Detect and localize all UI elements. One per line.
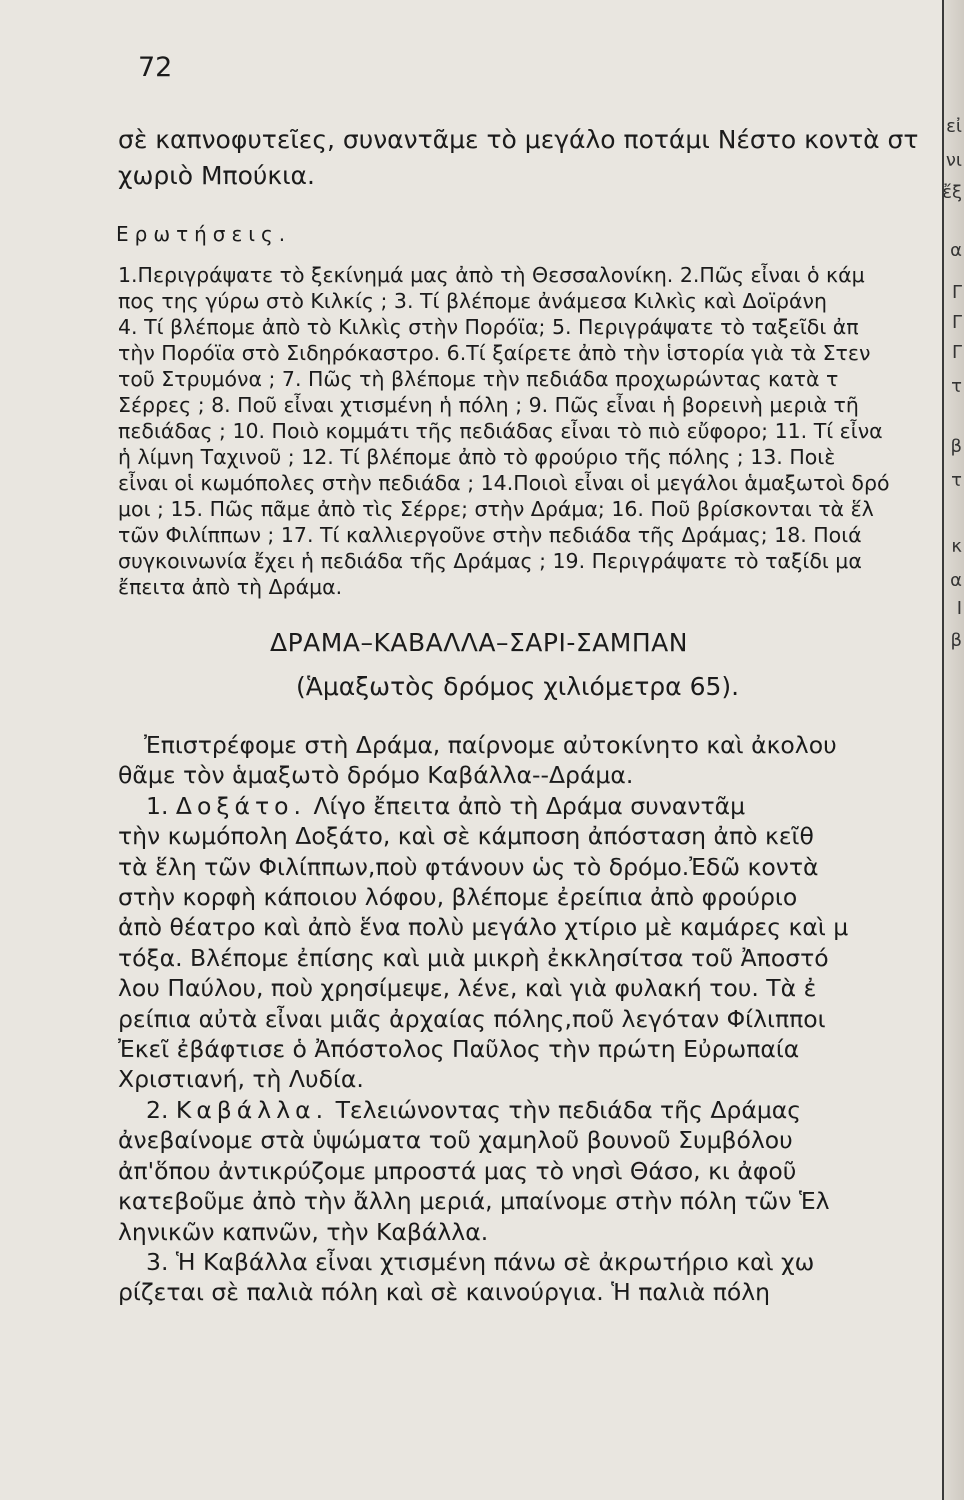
- item-text: Τελειώνοντας τὴν πεδιάδα τῆς Δράμας: [335, 1095, 802, 1124]
- text-line: σὲ καπνοφυτεῖες, συναντᾶμε τὸ μεγάλο ποτάμι Νέστο κοντὰ στ: [118, 125, 919, 154]
- questions-block: [118, 262, 948, 600]
- text-line: [118, 1095, 948, 1125]
- text-line: ἀνεβαίνομε στὰ ὑψώματα τοῦ χαμηλοῦ βουνοῦ Συμβόλου: [118, 1126, 793, 1155]
- margin-fragment: τ: [951, 376, 962, 397]
- margin-fragment: α: [950, 240, 962, 261]
- question-line: 1.Περιγράψατε τὸ ξεκίνημά μας ἀπὸ τὴ Θεσσαλονίκη. 2.Πῶς εἶναι ὁ κάμ: [118, 263, 865, 287]
- question-line: Σέρρες ; 8. Ποῦ εἶναι χτισμένη ἡ πόλη ; 9. Πῶς εἶναι ἡ βορεινὴ μεριὰ τῆ: [118, 393, 859, 417]
- question-line: τὴν Πορόϊα στὸ Σιδηρόκαστρο. 6.Τί ξαίρετε ἀπὸ τὴν ἱστορία γιὰ τὰ Στεν: [118, 341, 871, 365]
- item-number: 1.: [146, 791, 169, 820]
- text-line: στὴν κορφὴ κάποιου λόφου, βλέπομε ἐρείπια ἀπὸ φρούριο: [118, 883, 798, 912]
- text-line: χωριὸ Μπούκια.: [118, 161, 315, 190]
- question-line: πος της γύρω στὸ Κιλκίς ; 3. Τί βλέπομε ἀνάμεσα Κιλκὶς καὶ Δοϊράνη: [118, 289, 827, 313]
- text-line: Ἐπιστρέφομε στὴ Δράμα, παίρνομε αὐτοκίνητο καὶ ἀκολου: [144, 731, 837, 759]
- margin-fragment: τ: [951, 470, 962, 491]
- section-subheading: (Ἁμαξωτὸς δρόμος χιλιόμετρα 65).: [296, 672, 740, 701]
- text-line: Ἐκεῖ ἐβάφτισε ὁ Ἀπόστολος Παῦλος τὴν πρώτη Εὐρωπαία: [118, 1035, 800, 1064]
- margin-fragment: ἔξ: [942, 182, 962, 203]
- text-line: τὴν κωμόπολη Δοξάτο, καὶ σὲ κάμποση ἀπόσταση ἀπὸ κεῖθ: [118, 822, 814, 851]
- text-line: ρίζεται σὲ παλιὰ πόλη καὶ σὲ καινούργια. Ἡ παλιὰ πόλη: [118, 1278, 771, 1307]
- item-title: Καβάλλα.: [175, 1095, 329, 1124]
- margin-fragment: κ: [951, 536, 962, 557]
- text-line: ληνικῶν καπνῶν, τὴν Καβάλλα.: [118, 1217, 489, 1246]
- item-text: Λίγο ἔπειτα ἀπὸ τὴ Δράμα συναντᾶμ: [313, 791, 746, 820]
- text-line: κατεβοῦμε ἀπὸ τὴν ἄλλη μεριά, μπαίνομε στὴν πόλη τῶν Ἑλ: [118, 1187, 830, 1216]
- text-line: ἀπ'ὅπου ἀντικρύζομε μπροστά μας τὸ νησὶ Θάσο, κι ἀφοῦ: [118, 1156, 797, 1185]
- margin-fragment: εἰ: [946, 116, 962, 137]
- page-number: 72: [138, 52, 173, 83]
- question-line: μοι ; 15. Πῶς πᾶμε ἀπὸ τὶς Σέρρε; στὴν Δράμα; 16. Ποῦ βρίσκονται τὰ ἕλ: [118, 497, 874, 521]
- text-line: ἀπὸ θέατρο καὶ ἀπὸ ἕνα πολὺ μεγάλο χτίριο μὲ καμάρες καὶ μ: [118, 913, 849, 942]
- margin-fragment: Γ: [951, 282, 962, 303]
- text-line: τὰ ἕλη τῶν Φιλίππων,ποὺ φτάνουν ὡς τὸ δρόμο.Ἐδῶ κοντὰ: [118, 852, 819, 881]
- question-line: εἶναι οἱ κωμόπολες στὴν πεδιάδα ; 14.Ποιοὶ εἶναι οἱ μεγάλοι ἁμαξωτοὶ δρό: [118, 471, 890, 495]
- margin-fragment: β: [950, 630, 962, 651]
- margin-fragment: Γ: [951, 312, 962, 333]
- margin-fragment: α: [950, 570, 962, 591]
- section-heading: ΔΡΑΜΑ–ΚΑΒΑΛΛΑ–ΣΑΡΙ-ΣΑΜΠΑΝ: [270, 628, 688, 657]
- text-line: τόξα. Βλέπομε ἐπίσης καὶ μιὰ μικρὴ ἐκκλησίτσα τοῦ Ἀποστό: [118, 943, 829, 972]
- margin-fragment: νι: [945, 150, 962, 171]
- question-line: 4. Τί βλέπομε ἀπὸ τὸ Κιλκὶς στὴν Πορόϊα; 5. Περιγράψατε τὸ ταξεῖδι ἀπ: [118, 315, 859, 339]
- question-line: ἔπειτα ἀπὸ τὴ Δράμα.: [118, 575, 343, 599]
- item-title: Δοξάτο.: [175, 791, 306, 820]
- question-line: τοῦ Στρυμόνα ; 7. Πῶς τὴ βλέπομε τὴν πεδιάδα προχωρώντας κατὰ τ: [118, 367, 839, 391]
- text-line: θᾶμε τὸν ἁμαξωτὸ δρόμο Καβάλλα--Δράμα.: [118, 761, 634, 790]
- question-line: συγκοινωνία ἔχει ἡ πεδιάδα τῆς Δράμας ; 19. Περιγράψατε τὸ ταξίδι μα: [118, 549, 862, 573]
- intro-paragraph: [118, 122, 948, 194]
- text-line: ρείπια αὐτὰ εἶναι μιᾶς ἀρχαίας πόλης,ποῦ λεγόταν Φίλιπποι: [118, 1004, 826, 1033]
- question-line: πεδιάδας ; 10. Ποιὸ κομμάτι τῆς πεδιάδας εἶναι τὸ πιὸ εὔφορο; 11. Τί εἶνα: [118, 419, 883, 443]
- margin-fragment: β: [950, 436, 962, 457]
- text-line: [118, 791, 948, 821]
- item-number: 2.: [146, 1095, 169, 1124]
- question-line: ἡ λίμνη Ταχινοῦ ; 12. Τί βλέπομε ἀπὸ τὸ φρούριο τῆς πόλης ; 13. Ποιὲ: [118, 445, 836, 469]
- question-line: τῶν Φιλίππων ; 17. Τί καλλιεργοῦνε στὴν πεδιάδα τῆς Δράμας; 18. Ποιά: [118, 523, 862, 547]
- text-line: λου Παύλου, ποὺ χρησίμεψε, λένε, καὶ γιὰ φυλακή του. Τὰ ἐ: [118, 974, 817, 1003]
- body-text: [118, 730, 948, 1308]
- text-line: Χριστιανή, τὴ Λυδία.: [118, 1065, 364, 1094]
- text-line: 3. Ἡ Καβάλλα εἶναι χτισμένη πάνω σὲ ἀκρωτήριο καὶ χω: [146, 1247, 815, 1276]
- margin-fragment: Γ: [951, 342, 962, 363]
- questions-heading: Ερωτήσεις.: [116, 222, 292, 246]
- margin-fragment: Ι: [956, 598, 962, 619]
